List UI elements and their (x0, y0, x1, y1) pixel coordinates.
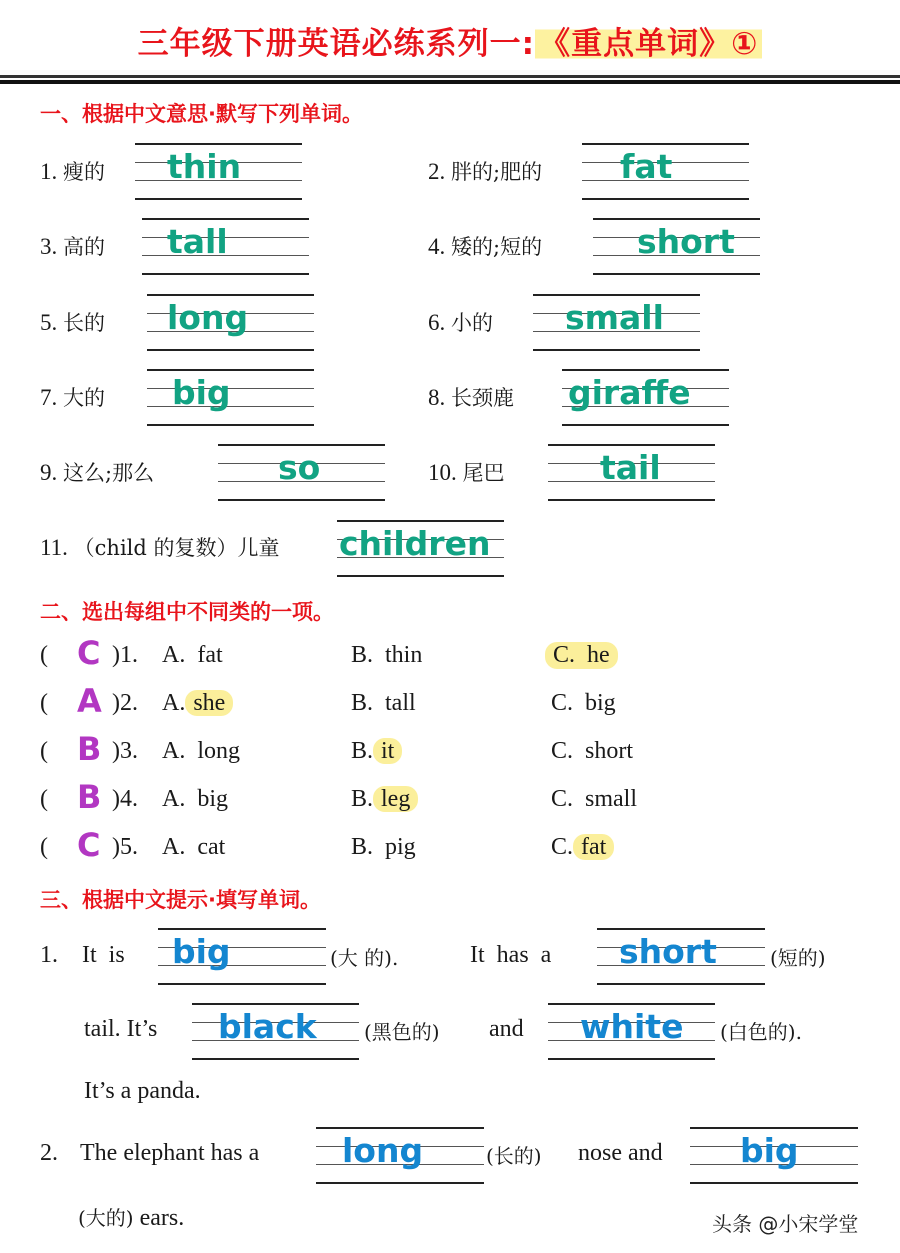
s3-q1-answer-2: short (619, 932, 717, 971)
s1-item-8-answer: giraffe (568, 373, 691, 412)
s3-q1-answer-1: big (172, 932, 231, 971)
s3-q1-text-5: It’s a panda. (84, 1078, 201, 1104)
s1-item-9-blank[interactable] (218, 444, 385, 500)
s3-q1-answer-4: white (580, 1007, 684, 1046)
s3-q1-blank-2[interactable] (597, 928, 765, 984)
s1-item-11-blank[interactable] (337, 520, 504, 576)
s2-item-1-option-a: A. fat (162, 642, 223, 668)
s2-item-3-option-b: B. it (351, 738, 402, 765)
s3-q1-hint-1: (大 的). (330, 946, 399, 970)
s1-item-10-label: 10. 尾巴 (428, 460, 505, 485)
s1-item-9-label: 9. 这么;那么 (40, 460, 155, 485)
s2-item-3-answer[interactable]: B (77, 730, 102, 768)
s1-item-5-blank[interactable] (147, 294, 314, 350)
s2-item-2: ( A )2. A. she B. tall C. big (40, 682, 616, 720)
s3-q1-num: 1. (40, 942, 58, 968)
header-rule-thin (0, 75, 900, 78)
s1-item-7-label: 7. 大的 (40, 385, 105, 410)
s2-item-2-option-a-highlighted: she (185, 690, 233, 716)
title-main: 三年级下册英语必练系列一: (137, 26, 536, 62)
s3-q1-hint-2: (短的) (770, 946, 826, 970)
s2-item-3: ( B )3. A. long B. it C. short (40, 730, 634, 768)
s2-item-4-option-c: C. small (551, 786, 638, 812)
s2-item-3-option-b-highlighted: it (373, 738, 402, 764)
s3-q1-blank-3[interactable] (192, 1003, 359, 1059)
s1-item-5-answer: long (167, 298, 249, 337)
section1-heading: 一、根据中文意思·默写下列单词。 (40, 102, 363, 126)
s3-q1-answer-3: black (218, 1007, 317, 1046)
title-highlight: 《重点单词》① (535, 26, 762, 62)
s2-item-1-option-b: B. thin (351, 642, 423, 668)
s2-item-3-option-c: C. short (551, 738, 634, 764)
s3-q1-text-2: It has a (470, 942, 552, 968)
s1-item-3-answer: tall (167, 222, 228, 261)
s1-item-1-blank[interactable] (135, 143, 302, 199)
s1-item-6-blank[interactable] (533, 294, 700, 350)
s3-q2-text-1: The elephant has a (80, 1140, 260, 1166)
s2-item-1-answer[interactable]: C (77, 634, 101, 672)
s2-item-4-option-a: A. big (162, 786, 229, 812)
s3-q1-text-3: tail. It’s (84, 1016, 158, 1042)
section2-heading: 二、选出每组中不同类的一项。 (40, 600, 334, 624)
s1-item-6-label: 6. 小的 (428, 310, 493, 335)
s2-item-3-option-a: A. long (162, 738, 241, 764)
s1-item-10-blank[interactable] (548, 444, 715, 500)
s1-item-5-label: 5. 长的 (40, 310, 105, 335)
s2-item-4-option-b-highlighted: leg (373, 786, 418, 812)
s2-item-2-answer[interactable]: A (77, 682, 102, 720)
s2-item-5-option-c: C. fat (551, 834, 614, 861)
s2-item-4: ( B )4. A. big B. leg C. small (40, 778, 638, 816)
s3-q1-hint-3: (黑色的) (364, 1020, 440, 1044)
s2-item-4-option-b: B. leg (351, 786, 418, 813)
s2-item-1: ( C )1. A. fat B. thin C. he (40, 640, 700, 680)
s1-item-4-label: 4. 矮的;短的 (428, 234, 543, 259)
s1-item-8-label: 8. 长颈鹿 (428, 385, 514, 410)
s3-q1-text-1: It is (82, 942, 125, 968)
s2-item-2-option-b: B. tall (351, 690, 416, 716)
s1-item-7-blank[interactable] (147, 369, 314, 425)
s1-item-3-label: 3. 高的 (40, 234, 105, 259)
s2-item-5-option-b: B. pig (351, 834, 416, 860)
s3-q2-num: 2. (40, 1140, 58, 1166)
s1-item-1-answer: thin (167, 147, 242, 186)
s1-item-10-answer: tail (600, 448, 661, 487)
s2-item-5-option-a: A. cat (162, 834, 226, 860)
s2-item-2-option-a: A. she (162, 690, 233, 717)
watermark: 头条 @小宋学堂 (712, 1212, 859, 1236)
s1-item-8-blank[interactable] (562, 369, 729, 425)
s1-item-3-blank[interactable] (142, 218, 309, 274)
s1-item-2-label: 2. 胖的;肥的 (428, 159, 543, 184)
s2-item-1-option-c-highlighted: C. he (545, 642, 618, 669)
s3-q2-answer-1: long (342, 1131, 424, 1170)
s1-item-1-label: 1. 瘦的 (40, 159, 105, 184)
s2-item-5-option-c-highlighted: fat (573, 834, 614, 860)
section3-heading: 三、根据中文提示·填写单词。 (40, 888, 321, 912)
s1-item-9-answer: so (278, 448, 321, 487)
s3-q1-blank-1[interactable] (158, 928, 326, 984)
s2-item-5-answer[interactable]: C (77, 826, 101, 864)
s2-item-5: ( C )5. A. cat B. pig C. fat (40, 832, 700, 872)
s3-q1-hint-4: (白色的). (720, 1020, 802, 1044)
s1-item-7-answer: big (172, 373, 231, 412)
s3-q2-answer-2: big (740, 1131, 799, 1170)
s3-q2-blank-1[interactable] (316, 1127, 484, 1183)
s3-q1-text-4: and (489, 1016, 524, 1042)
s1-item-2-answer: fat (620, 147, 673, 186)
s3-q2-hint-1: (长的) (486, 1144, 542, 1168)
s1-item-2-blank[interactable] (582, 143, 749, 199)
s2-item-4-answer[interactable]: B (77, 778, 102, 816)
s3-q2-blank-2[interactable] (690, 1127, 858, 1183)
s3-q1-blank-4[interactable] (548, 1003, 715, 1059)
worksheet-title (0, 18, 900, 63)
s1-item-11-label: 11. （child 的复数）儿童 (40, 535, 280, 560)
s1-item-6-answer: small (565, 298, 664, 337)
s3-q2-line-2: (大的) ears. (78, 1205, 185, 1231)
s1-item-11-answer: children (339, 524, 491, 563)
s1-item-4-blank[interactable] (593, 218, 760, 274)
s3-q2-text-2: nose and (578, 1140, 663, 1166)
s1-item-4-answer: short (637, 222, 735, 261)
header-rule-thick (0, 80, 900, 84)
s2-item-2-option-c: C. big (551, 690, 616, 716)
